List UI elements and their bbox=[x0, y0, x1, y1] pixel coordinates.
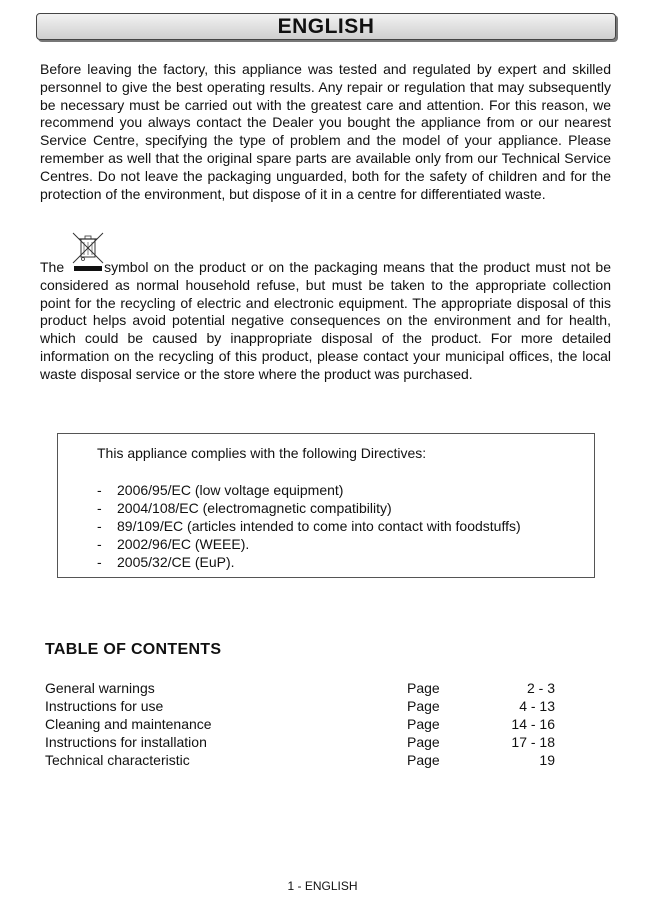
table-row bbox=[45, 716, 555, 734]
list-item bbox=[97, 499, 521, 517]
directives-list bbox=[97, 481, 521, 571]
list-item bbox=[97, 517, 521, 535]
table-row bbox=[45, 752, 555, 770]
toc-label: Instructions for installation bbox=[45, 734, 207, 750]
intro-paragraph: Before leaving the factory, this appliance was tested and regulated by expert and skilled personnel to give the best operating results. Any repair or regulation that may subsequently be necessary must be carried out with the greatest care and attention. For this reason, we recommend you always contact the Dealer you bought the appliance from or our nearest Service Centre, specifying the type of problem and the model of your appliance. Please remember as well that the original spare parts are available only from our Technical Service Centres. Do not leave the packaging unguarded, both for the safety of children and for the protection of the environment, but dispose of it in a centre for differentiated waste. bbox=[40, 61, 611, 202]
directive-text: 2002/96/EC (WEEE). bbox=[117, 536, 250, 552]
table-row bbox=[45, 698, 555, 716]
toc-pages: 19 bbox=[539, 752, 555, 768]
toc-label: General warnings bbox=[45, 680, 155, 696]
list-bullet: - bbox=[97, 482, 102, 498]
toc-page-word: Page bbox=[407, 698, 440, 714]
table-row bbox=[45, 680, 555, 698]
list-bullet: - bbox=[97, 518, 102, 534]
directive-text: 2006/95/EC (low voltage equipment) bbox=[117, 482, 344, 498]
toc-label: Cleaning and maintenance bbox=[45, 716, 212, 732]
directive-text: 2005/32/CE (EuP). bbox=[117, 554, 235, 570]
toc-page-word: Page bbox=[407, 734, 440, 750]
directives-box bbox=[57, 433, 595, 578]
list-bullet: - bbox=[97, 554, 102, 570]
weee-lead: The bbox=[40, 259, 65, 275]
toc-pages: 14 - 16 bbox=[511, 716, 555, 732]
toc-page-word: Page bbox=[407, 680, 440, 696]
weee-symbol-spacer bbox=[68, 258, 100, 274]
toc-pages: 17 - 18 bbox=[511, 734, 555, 750]
list-item bbox=[97, 481, 521, 499]
page-footer: 1 - ENGLISH bbox=[287, 879, 358, 893]
toc-label: Technical characteristic bbox=[45, 752, 190, 768]
toc-pages: 4 - 13 bbox=[519, 698, 555, 714]
list-item bbox=[97, 535, 521, 553]
toc-page-word: Page bbox=[407, 716, 440, 732]
directive-text: 2004/108/EC (electromagnetic compatibility) bbox=[117, 500, 392, 516]
directives-intro: This appliance complies with the following Directives: bbox=[97, 445, 427, 461]
directive-text: 89/109/EC (articles intended to come into contact with foodstuffs) bbox=[117, 518, 521, 534]
list-bullet: - bbox=[97, 536, 102, 552]
list-item bbox=[97, 553, 521, 571]
table-row bbox=[45, 734, 555, 752]
toc-page-word: Page bbox=[407, 752, 440, 768]
toc-pages: 2 - 3 bbox=[526, 680, 555, 696]
toc-label: Instructions for use bbox=[45, 698, 164, 714]
page-title: ENGLISH bbox=[36, 13, 616, 40]
weee-paragraph bbox=[40, 258, 611, 384]
toc-title: TABLE OF CONTENTS bbox=[45, 641, 222, 658]
weee-text: symbol on the product or on the packaging means that the product must not be considered as normal household refuse, but must be taken to the appropriate collection point for the recycling of electric and electronic equipment. The appropriate disposal of this product helps avoid potential negative consequences on the environment and for health, which could be caused by inappropriate disposal of the product. For more detailed information on the recycling of this product, please contact your municipal offices, the local waste disposal service or the store where the product was purchased. bbox=[40, 259, 611, 382]
list-bullet: - bbox=[97, 500, 102, 516]
